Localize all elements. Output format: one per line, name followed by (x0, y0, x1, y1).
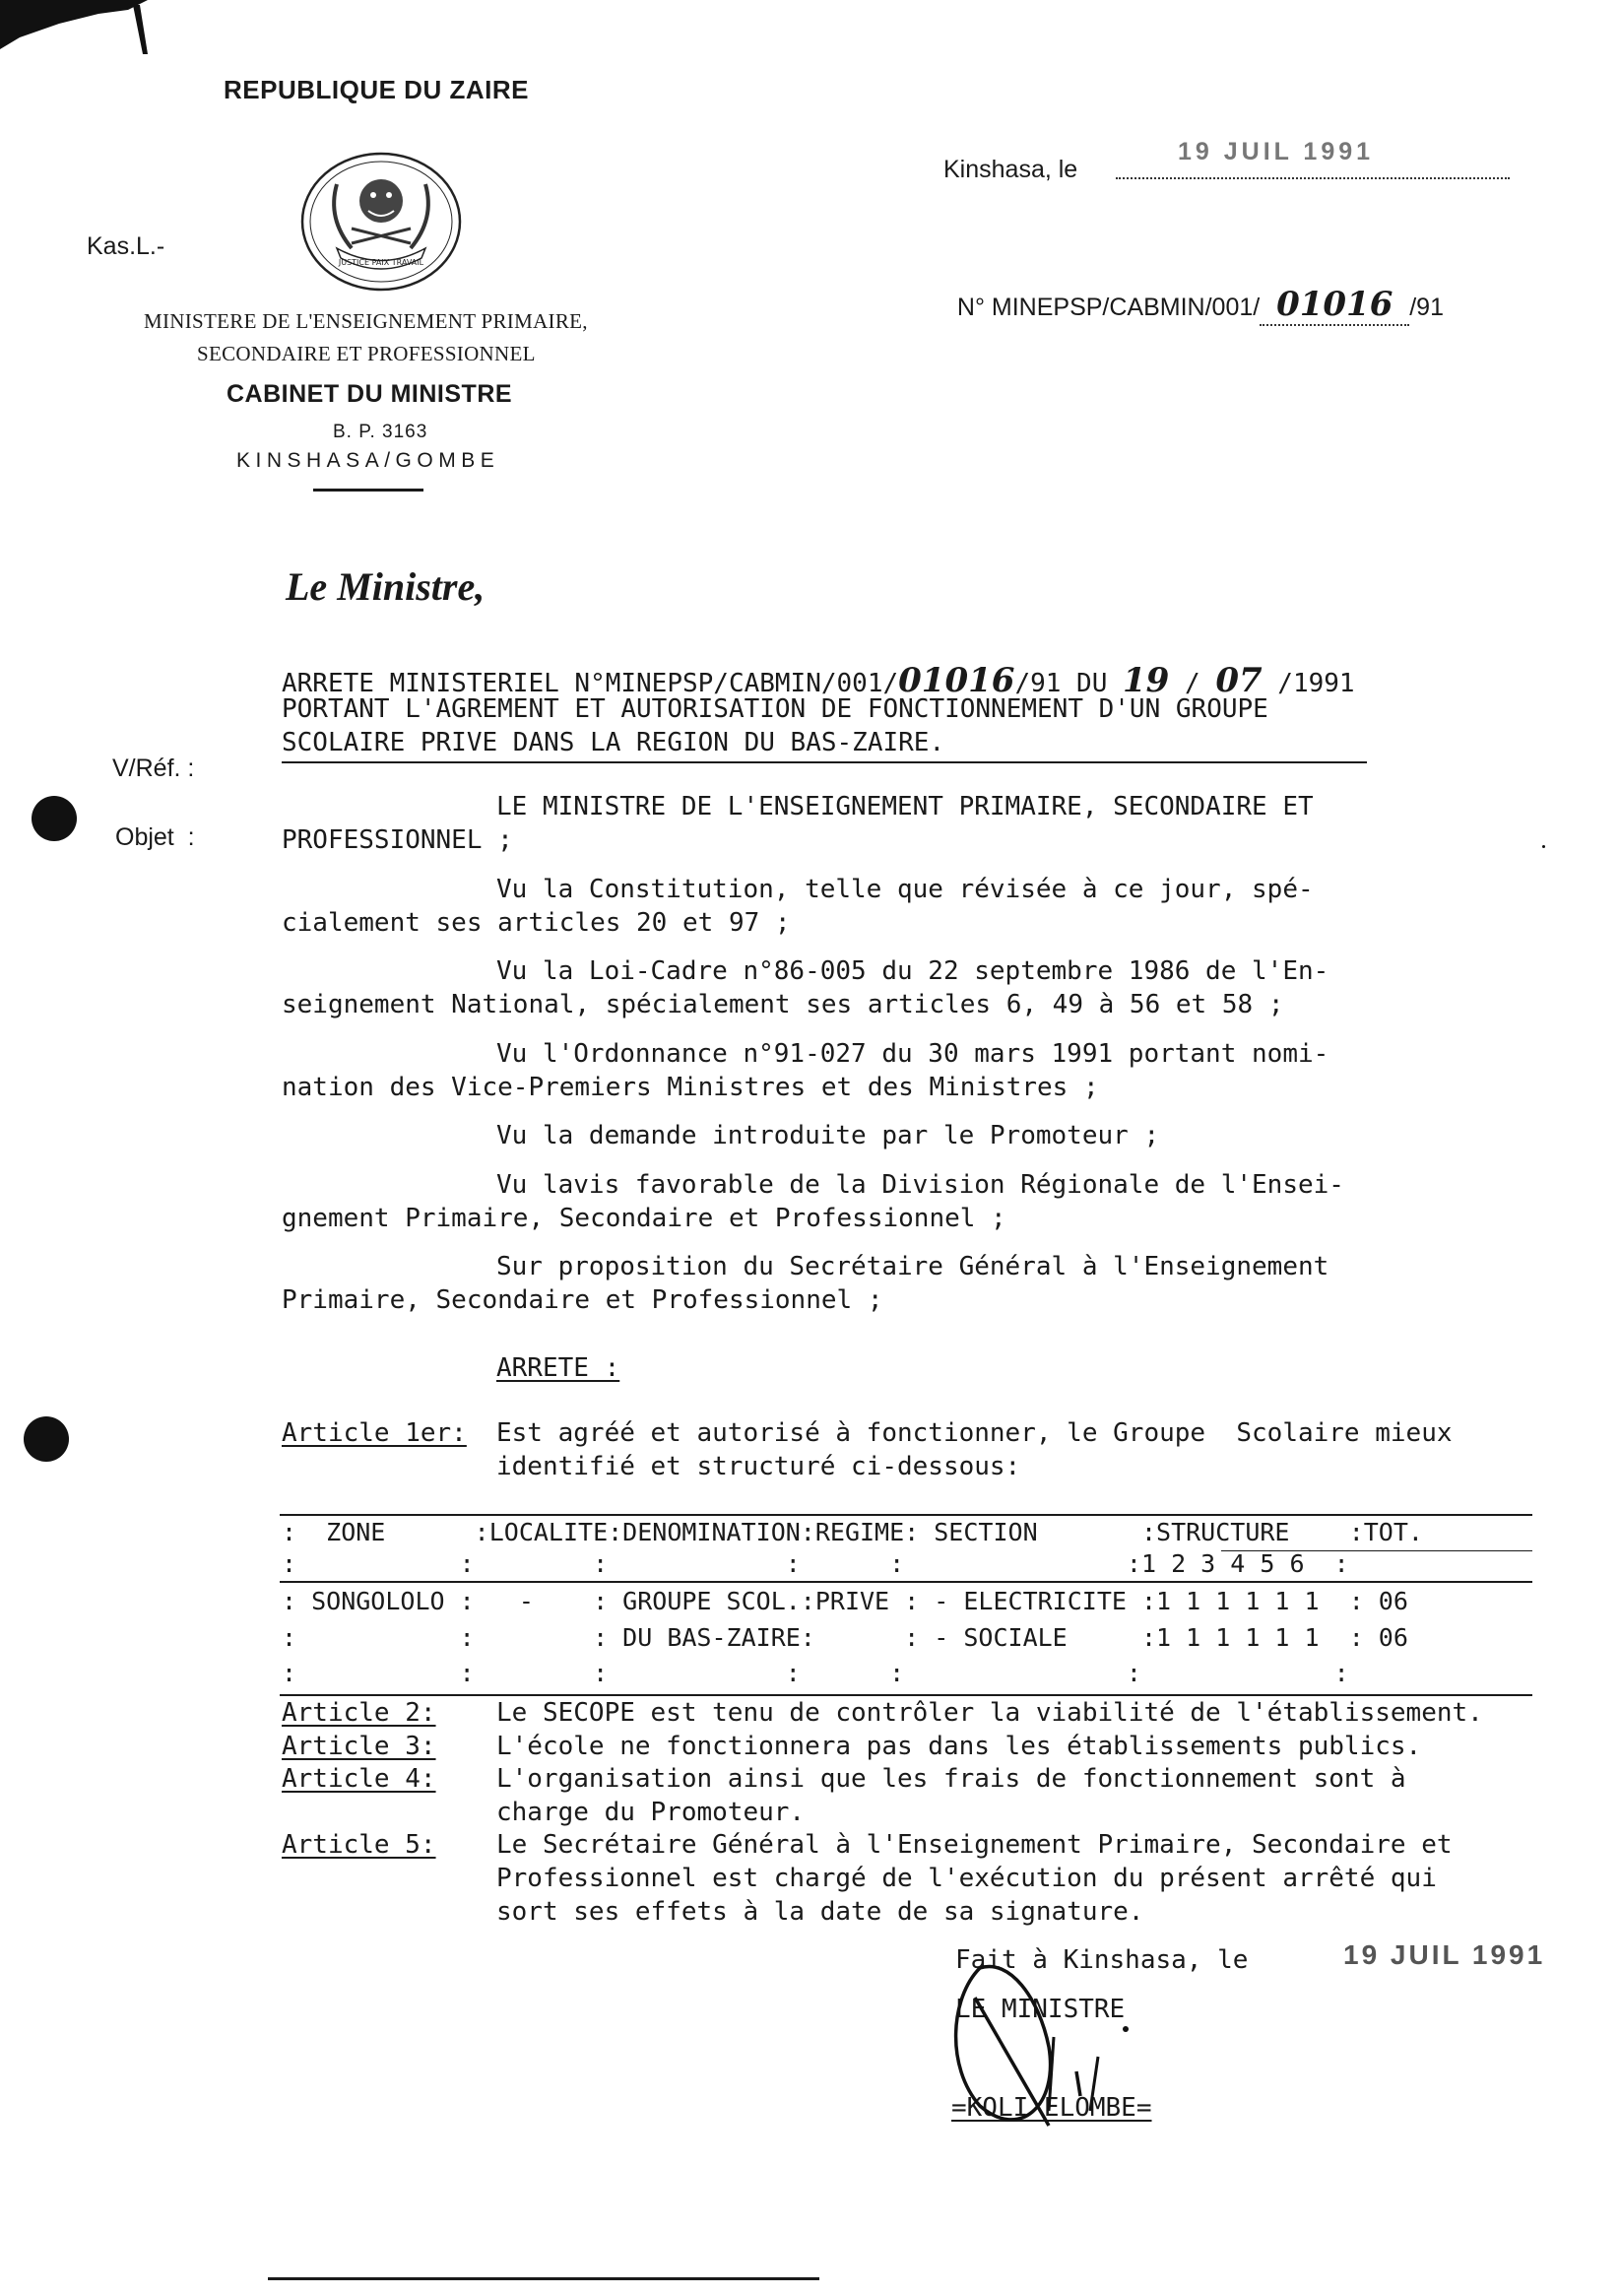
table-row: : : : DU BAS-ZAIRE: : - SOCIALE :1 1 1 1 1 1 : 06 (282, 1623, 1408, 1652)
table-rule-top (280, 1514, 1532, 1516)
decree-title-line3: SCOLAIRE PRIVE DANS LA REGION DU BAS-ZAIRE. (282, 728, 945, 757)
article-5-text: Le Secrétaire Général à l'Enseignement Primaire, Secondaire et (496, 1830, 1453, 1860)
decree-day-handwritten: 19 (1123, 661, 1170, 700)
article-5-label: Article 5: (282, 1830, 436, 1860)
svg-text:JUSTICE PAIX TRAVAIL: JUSTICE PAIX TRAVAIL (338, 258, 424, 267)
subject-label: Objet : (115, 823, 195, 851)
preamble-line: Vu la Loi-Cadre n°86-005 du 22 septembre 1986 de l'En- (496, 956, 1329, 986)
article-2-text: Le SECOPE est tenu de contrôler la viabilité de l'établissement. (496, 1698, 1483, 1728)
decree-month-handwritten: 07 (1215, 661, 1263, 700)
republic-heading: REPUBLIQUE DU ZAIRE (224, 75, 529, 104)
preamble-line: LE MINISTRE DE L'ENSEIGNEMENT PRIMAIRE, SECONDAIRE ET (496, 792, 1314, 821)
salutation: Le Ministre, (286, 564, 486, 609)
bottom-edge-line (268, 2277, 819, 2280)
punch-hole (24, 1416, 69, 1462)
decree-title-line2: PORTANT L'AGREMENT ET AUTORISATION DE FONCTIONNEMENT D'UN GROUPE (282, 694, 1268, 724)
article-5-text: sort ses effets à la date de sa signature. (496, 1897, 1144, 1927)
reference-number-line (943, 256, 1444, 326)
reference-suffix: /91 (1409, 294, 1444, 321)
preamble-line: Sur proposition du Secrétaire Général à l'Enseignement (496, 1252, 1329, 1281)
place-date-line (943, 156, 1077, 184)
article-3-text: L'école ne fonctionnera pas dans les établissements publics. (496, 1732, 1422, 1761)
your-reference-label: V/Réf. : (112, 754, 195, 782)
table-rule-bottom (280, 1694, 1532, 1696)
handwritten-signature (940, 1938, 1177, 2155)
arrete-heading: ARRETE : (496, 1353, 620, 1383)
table-row: : : : : : : : (282, 1659, 1349, 1687)
punch-hole (32, 796, 77, 841)
article-5-text: Professionnel est chargé de l'exécution du présent arrêté qui (496, 1864, 1437, 1893)
preamble-line: PROFESSIONNEL ; (282, 825, 513, 855)
preamble-line: seignement National, spécialement ses articles 6, 49 à 56 et 58 ; (282, 990, 1284, 1019)
date-stamp: 19 JUIL 1991 (1178, 138, 1375, 165)
coat-of-arms-seal (297, 150, 465, 294)
table-header-row: : ZONE :LOCALITE:DENOMINATION:REGIME: SECTION :STRUCTURE :TOT. (282, 1518, 1423, 1546)
place-label: Kinshasa, le (943, 156, 1078, 183)
article-4-label: Article 4: (282, 1764, 436, 1794)
article-1-text: identifié et structuré ci-dessous: (496, 1452, 1021, 1481)
article-1-label: Article 1er: (282, 1418, 467, 1448)
stray-mark (1542, 845, 1545, 848)
table-rule-header (280, 1581, 1532, 1583)
preamble-line: cialement ses articles 20 et 97 ; (282, 908, 791, 938)
article-4-text: charge du Promoteur. (496, 1798, 806, 1827)
article-4-text: L'organisation ainsi que les frais de fonctionnement sont à (496, 1764, 1406, 1794)
preamble-line: Vu lavis favorable de la Division Régionale de l'Ensei- (496, 1170, 1344, 1200)
signature-place: Fait à Kinshasa, le (955, 1945, 1249, 1975)
date-dotted-line (1116, 177, 1510, 179)
preamble-line: Primaire, Secondaire et Professionnel ; (282, 1285, 883, 1315)
decree-title-line1: ARRETE MINISTERIEL N°MINEPSP/CABMIN/001/01016/91 DU 19 / 07 /1991 (282, 661, 1355, 700)
signature-date-stamp: 19 JUIL 1991 (1343, 1939, 1546, 1970)
cabinet-heading: CABINET DU MINISTRE (227, 380, 513, 408)
title-underline (282, 761, 1367, 763)
reference-number-handwritten: 01016 (1260, 285, 1409, 326)
ministry-name-line1: MINISTERE DE L'ENSEIGNEMENT PRIMAIRE, (144, 309, 588, 333)
city-line: KINSHASA/GOMBE (236, 449, 500, 472)
reference-code: Kas.L.- (87, 232, 165, 260)
preamble-line: nation des Vice-Premiers Ministres et des Ministres ; (282, 1073, 1099, 1102)
decree-number-handwritten: 01016 (898, 661, 1015, 700)
letterhead-divider (313, 489, 423, 492)
preamble-line: Vu la demande introduite par le Promoteur ; (496, 1121, 1160, 1150)
preamble-line: Vu l'Ordonnance n°91-027 du 30 mars 1991 portant nomi- (496, 1039, 1329, 1069)
table-header-row: : : : : : :1 2 3 4 5 6 : (282, 1549, 1349, 1578)
article-1-text: Est agréé et autorisé à fonctionner, le Groupe Scolaire mieux (496, 1418, 1453, 1448)
preamble-line: Vu la Constitution, telle que révisée à ce jour, spé- (496, 875, 1314, 904)
article-3-label: Article 3: (282, 1732, 436, 1761)
signatory-name: =KOLI ELOMBE= (951, 2093, 1152, 2123)
signatory-title: LE MINISTRE (955, 1995, 1126, 2024)
postal-box: B. P. 3163 (333, 422, 428, 442)
ministry-name-line2: SECONDAIRE ET PROFESSIONNEL (197, 342, 536, 365)
scan-artifact (0, 0, 177, 59)
reference-prefix: N° MINEPSP/CABMIN/001/ (956, 294, 1261, 321)
preamble-line: gnement Primaire, Secondaire et Professionnel ; (282, 1204, 1006, 1233)
article-2-label: Article 2: (282, 1698, 436, 1728)
table-row: : SONGOLOLO : - : GROUPE SCOL.:PRIVE : - ELECTRICITE :1 1 1 1 1 1 : 06 (282, 1587, 1408, 1615)
